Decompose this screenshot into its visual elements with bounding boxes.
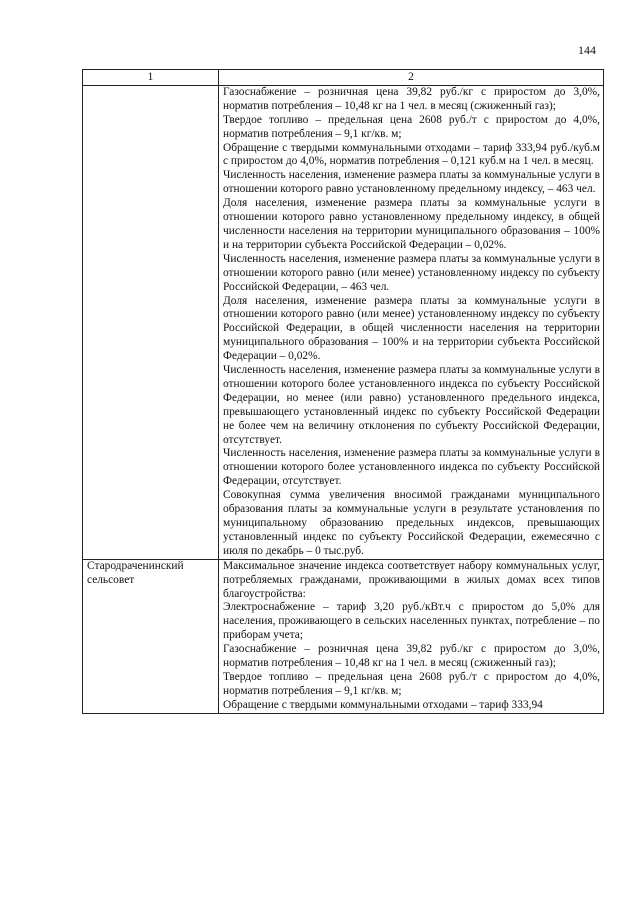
- paragraph: Обращение с твердыми коммунальными отходами – тариф 333,94: [223, 698, 543, 711]
- paragraph: Численность населения, изменение размера платы за коммунальные услуги в отношении которого более установленного индекса по субъекту Российской Федерации, но менее (или равно) установленного предельного индекса, превышающего установленный индекс по субъекту Российской Федерации не более чем на величину отклонения по субъекту Российской Федерации, отсутствует.: [223, 364, 600, 446]
- paragraph: Доля населения, изменение размера платы за коммунальные услуги в отношении которого равно установленному предельному индексу, в общей численности населения на территории муниципального образования – 100% и на территории субъекта Российской Федерации – 0,02%.: [223, 197, 600, 251]
- row-content-cell: [219, 559, 604, 713]
- paragraph: Совокупная сумма увеличения вносимой гражданами муниципального образования платы за коммунальные услуги в результате установления по муниципальному образованию предельных индексов, превышающих установленный индекс по субъекту Российской Федерации, ежемесячно с июля по декабрь – 0 тыс.руб.: [223, 489, 600, 557]
- paragraph: Твердое топливо – предельная цена 2608 руб./т с приростом до 4,0%, норматив потребления – 9,1 кг/кв. м;: [223, 113, 600, 140]
- paragraph: Доля населения, изменение размера платы за коммунальные услуги в отношении которого равно (или менее) установленному индексу по субъекту Российской Федерации, в общей численности населения на территории муниципального образования – 100% и на территории субъекта Российской Федерации – 0,02%.: [223, 294, 600, 363]
- paragraph: Электроснабжение – тариф 3,20 руб./кВт.ч с приростом до 5,0% для населения, проживающего в сельских населенных пунктах, потребление – по приборам учета;: [223, 601, 600, 642]
- table-row: [83, 85, 604, 559]
- column-header-2: 2: [219, 70, 604, 86]
- paragraph: Численность населения, изменение размера платы за коммунальные услуги в отношении которого более установленного индекса по субъекту Российской Федерации, отсутствует.: [223, 447, 600, 488]
- paragraph: Твердое топливо – предельная цена 2608 руб./т с приростом до 4,0%, норматив потребления – 9,1 кг/кв. м;: [223, 670, 600, 697]
- row-content-cell: [219, 85, 604, 559]
- paragraph: Газоснабжение – розничная цена 39,82 руб./кг с приростом до 3,0%, норматив потребления – 10,48 кг на 1 чел. в месяц (сжиженный газ);: [223, 85, 600, 112]
- paragraph: Численность населения, изменение размера платы за коммунальные услуги в отношении которого равно (или менее) установленному индексу по субъекту Российской Федерации, – 463 чел.: [223, 252, 600, 293]
- paragraph: Максимальное значение индекса соответствует набору коммунальных услуг, потребляемых гражданами, проживающими в жилых домах всех типов благоустройства:: [223, 559, 600, 600]
- table-row: [83, 559, 604, 713]
- paragraph: Обращение с твердыми коммунальными отходами – тариф 333,94 руб./куб.м с приростом до 4,0%, норматив потребления – 0,121 куб.м на 1 чел. в месяц.: [223, 141, 600, 168]
- table-header-row: [83, 70, 604, 86]
- paragraph: Численность населения, изменение размера платы за коммунальные услуги в отношении которого равно установленному предельному индексу, – 463 чел.: [223, 169, 600, 196]
- page-number: 144: [578, 43, 596, 57]
- document-table: [82, 69, 604, 714]
- row-label-cell: Стародраченинский сельсовет: [83, 559, 219, 713]
- paragraph: Газоснабжение – розничная цена 39,82 руб./кг с приростом до 3,0%, норматив потребления – 10,48 кг на 1 чел. в месяц (сжиженный газ);: [223, 643, 600, 670]
- row-label-cell: [83, 85, 219, 559]
- column-header-1: 1: [83, 70, 219, 86]
